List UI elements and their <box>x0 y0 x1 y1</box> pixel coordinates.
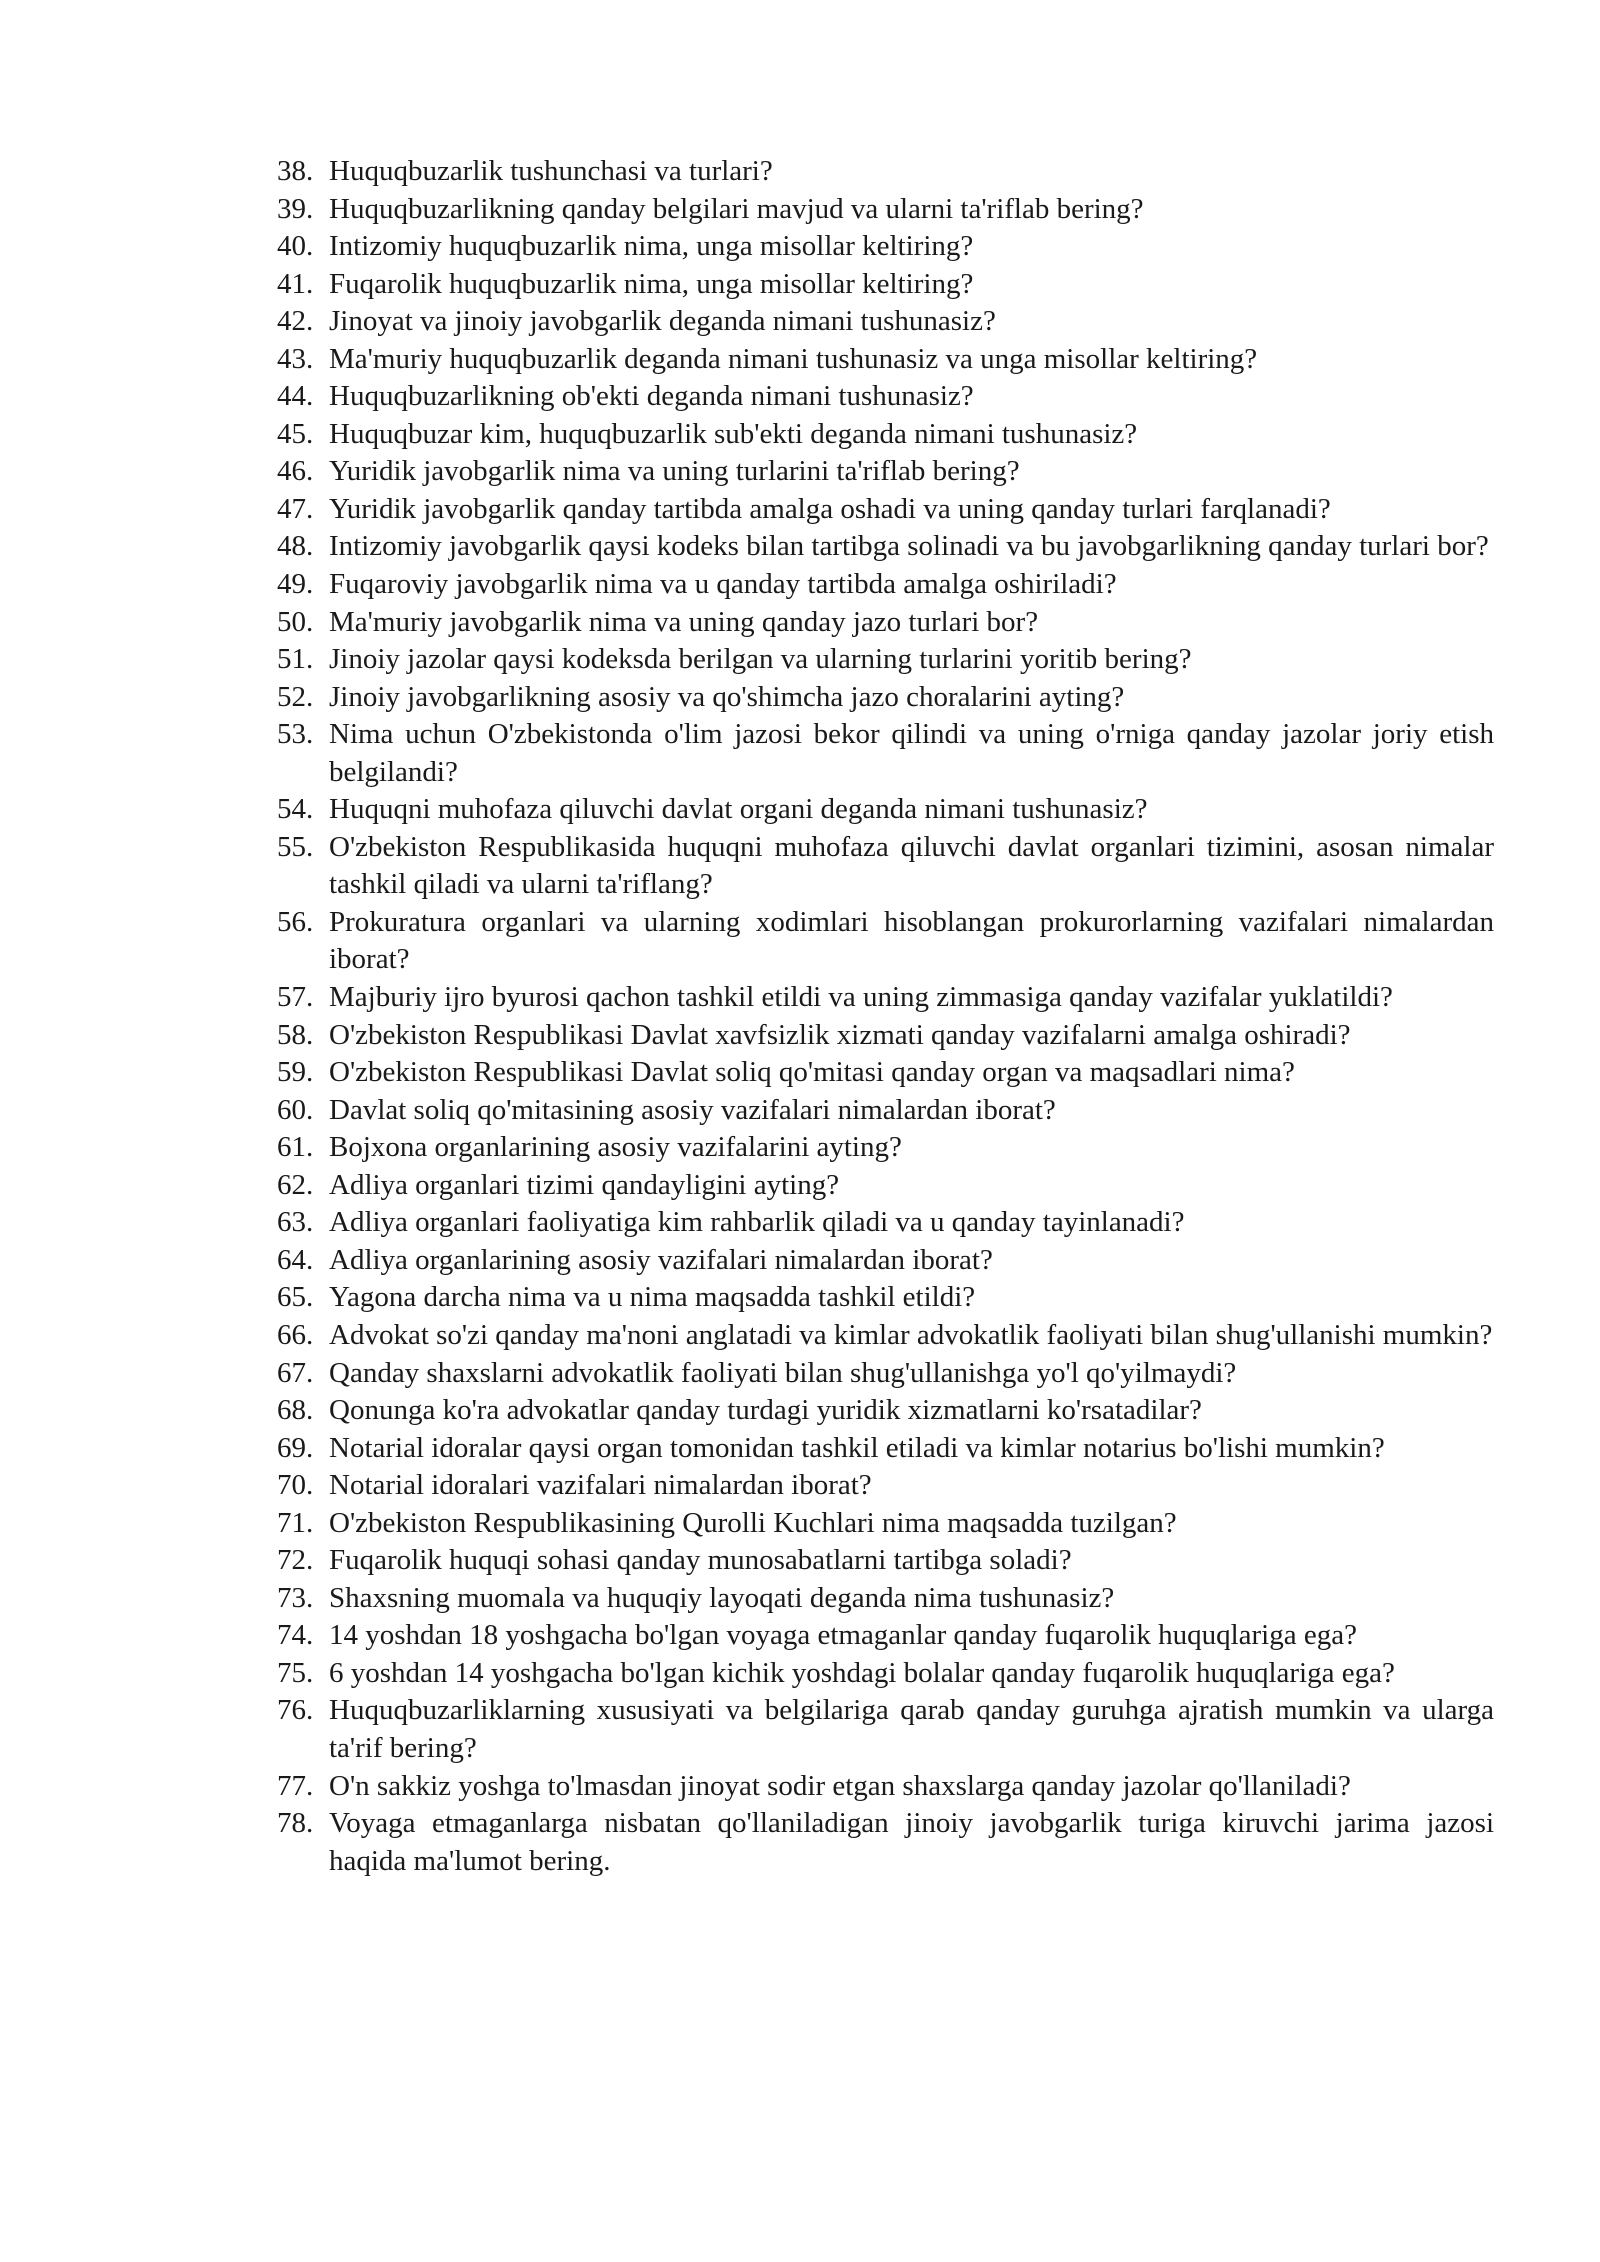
question-text: Yuridik javobgarlik nima va uning turlarini ta'riflab bering? <box>329 455 1020 488</box>
question-number: 61. <box>277 1131 314 1164</box>
question-item <box>277 904 1494 979</box>
question-text: O'n sakkiz yoshga to'lmasdan jinoyat sodir etgan shaxslarga qanday jazolar qo'llaniladi? <box>329 1769 1351 1802</box>
question-number: 65. <box>277 1281 314 1314</box>
question-text: O'zbekiston Respublikasi Davlat soliq qo'mitasi qanday organ va maqsadlari nima? <box>329 1056 1295 1089</box>
question-text: Fuqaroviy javobgarlik nima va u qanday tartibda amalga oshiriladi? <box>329 568 1117 601</box>
question-number: 46. <box>277 455 314 488</box>
question-text: Adliya organlari tizimi qandayligini ayting? <box>329 1168 840 1201</box>
question-text: Davlat soliq qo'mitasining asosiy vazifalari nimalardan iborat? <box>329 1093 1056 1126</box>
question-number: 49. <box>277 568 314 601</box>
question-text: 6 yoshdan 14 yoshgacha bo'lgan kichik yoshdagi bolalar qanday fuqarolik huquqlariga ega? <box>329 1656 1395 1689</box>
question-text: Intizomiy javobgarlik qaysi kodeks bilan tartibga solinadi va bu javobgarlikning qanday turlari bor? <box>329 530 1489 563</box>
question-item <box>277 1242 1494 1280</box>
question-item <box>277 153 1494 191</box>
question-item <box>277 604 1494 642</box>
question-number: 59. <box>277 1056 314 1089</box>
question-item <box>277 1317 1494 1355</box>
question-text: Notarial idoralar qaysi organ tomonidan tashkil etiladi va kimlar notarius bo'lishi mumkin? <box>329 1431 1385 1464</box>
question-number: 75. <box>277 1656 314 1689</box>
question-number: 68. <box>277 1394 314 1427</box>
question-number: 66. <box>277 1318 314 1351</box>
question-text: Advokat so'zi qanday ma'noni anglatadi va kimlar advokatlik faoliyati bilan shug'ullanishi mumkin? <box>329 1318 1493 1351</box>
question-text: Prokuratura organlari va ularning xodimlari hisoblangan prokurorlarning vazifalari nimalardan iborat? <box>329 905 1494 976</box>
question-number: 44. <box>277 380 314 413</box>
question-text: Jinoiy javobgarlikning asosiy va qo'shimcha jazo choralarini ayting? <box>329 680 1125 713</box>
question-number: 41. <box>277 267 314 300</box>
question-number: 53. <box>277 718 314 751</box>
question-item <box>277 1204 1494 1242</box>
question-text: 14 yoshdan 18 yoshgacha bo'lgan voyaga etmaganlar qanday fuqarolik huquqlariga ega? <box>329 1619 1357 1652</box>
question-text: Adliya organlarining asosiy vazifalari nimalardan iborat? <box>329 1243 993 1276</box>
question-number: 48. <box>277 530 314 563</box>
question-number: 47. <box>277 492 314 525</box>
question-number: 63. <box>277 1206 314 1239</box>
question-text: Qanday shaxslarni advokatlik faoliyati bilan shug'ullanishga yo'l qo'yilmaydi? <box>329 1356 1237 1389</box>
question-number: 60. <box>277 1093 314 1126</box>
question-item <box>277 1092 1494 1130</box>
question-item <box>277 566 1494 604</box>
question-text: O'zbekiston Respublikasi Davlat xavfsizlik xizmati qanday vazifalarni amalga oshiradi? <box>329 1018 1351 1051</box>
question-number: 64. <box>277 1243 314 1276</box>
question-item <box>277 1580 1494 1618</box>
question-text: Jinoiy jazolar qaysi kodeksda berilgan va ularning turlarini yoritib bering? <box>329 643 1192 676</box>
question-number: 38. <box>277 155 314 187</box>
question-number: 62. <box>277 1168 314 1201</box>
question-text: Intizomiy huquqbuzarlik nima, unga misollar keltiring? <box>329 230 974 263</box>
question-text: Fuqarolik huquqbuzarlik nima, unga misollar keltiring? <box>329 267 974 300</box>
question-text: Huquqni muhofaza qiluvchi davlat organi deganda nimani tushunasiz? <box>329 793 1148 826</box>
question-number: 57. <box>277 981 314 1014</box>
question-item <box>277 191 1494 229</box>
question-text: Qonunga ko'ra advokatlar qanday turdagi yuridik xizmatlarni ko'rsatadilar? <box>329 1394 1202 1427</box>
question-item <box>277 341 1494 379</box>
question-text: O'zbekiston Respublikasining Qurolli Kuchlari nima maqsadda tuzilgan? <box>329 1506 1177 1539</box>
question-number: 56. <box>277 905 314 938</box>
question-item <box>277 829 1494 904</box>
question-item <box>277 1355 1494 1393</box>
question-item <box>277 1467 1494 1505</box>
question-item <box>277 1279 1494 1317</box>
question-item <box>277 1392 1494 1430</box>
question-text: Yuridik javobgarlik qanday tartibda amalga oshadi va uning qanday turlari farqlanadi? <box>329 492 1331 525</box>
question-number: 52. <box>277 680 314 713</box>
question-number: 40. <box>277 230 314 263</box>
question-item <box>277 791 1494 829</box>
question-item <box>277 378 1494 416</box>
question-item <box>277 228 1494 266</box>
question-text: Ma'muriy javobgarlik nima va uning qanday jazo turlari bor? <box>329 605 1039 638</box>
question-text: Huquqbuzarlikning qanday belgilari mavjud va ularni ta'riflab bering? <box>329 192 1144 225</box>
question-number: 42. <box>277 305 314 338</box>
question-text: Bojxona organlarining asosiy vazifalarini ayting? <box>329 1131 902 1164</box>
question-text: Majburiy ijro byurosi qachon tashkil etildi va uning zimmasiga qanday vazifalar yuklatildi? <box>329 981 1393 1014</box>
question-item <box>277 453 1494 491</box>
question-number: 73. <box>277 1581 314 1614</box>
question-number: 51. <box>277 643 314 676</box>
question-item <box>277 266 1494 304</box>
question-text: Shaxsning muomala va huquqiy layoqati deganda nima tushunasiz? <box>329 1581 1115 1614</box>
question-item <box>277 716 1494 791</box>
question-item <box>277 1768 1494 1806</box>
question-text: Yagona darcha nima va u nima maqsadda tashkil etildi? <box>329 1281 976 1314</box>
question-item <box>277 491 1494 529</box>
question-item <box>277 1692 1494 1767</box>
question-number: 77. <box>277 1769 314 1802</box>
question-item <box>277 1167 1494 1205</box>
question-number: 74. <box>277 1619 314 1652</box>
question-number: 76. <box>277 1694 314 1727</box>
question-item <box>277 1017 1494 1055</box>
question-text: Huquqbuzarliklarning xususiyati va belgilariga qarab qanday guruhga ajratish mumkin va ularga ta'rif bering? <box>329 1694 1494 1764</box>
question-item <box>277 303 1494 341</box>
question-item <box>277 1805 1494 1880</box>
question-number: 78. <box>277 1807 314 1840</box>
question-text: O'zbekiston Respublikasida huquqni muhofaza qiluvchi davlat organlari tizimini, asosan nimalar tashkil qiladi va ularni ta'riflang? <box>329 830 1494 901</box>
question-item <box>277 1617 1494 1655</box>
question-item <box>277 1505 1494 1543</box>
question-item <box>277 416 1494 454</box>
question-text: Jinoyat va jinoiy javobgarlik deganda nimani tushunasiz? <box>329 305 996 338</box>
question-number: 45. <box>277 417 314 450</box>
question-text: Adliya organlari faoliyatiga kim rahbarlik qiladi va u qanday tayinlanadi? <box>329 1206 1185 1239</box>
question-number: 70. <box>277 1469 314 1502</box>
question-number: 72. <box>277 1544 314 1577</box>
question-item <box>277 1655 1494 1693</box>
question-number: 67. <box>277 1356 314 1389</box>
question-text: Nima uchun O'zbekistonda o'lim jazosi bekor qilindi va uning o'rniga qanday jazolar joriy etish belgilandi? <box>329 718 1494 788</box>
question-text: Voyaga etmaganlarga nisbatan qo'llaniladigan jinoiy javobgarlik turiga kiruvchi jarima jazosi haqida ma'lumot bering. <box>329 1807 1494 1877</box>
question-number: 58. <box>277 1018 314 1051</box>
question-item <box>277 1542 1494 1580</box>
question-number: 54. <box>277 793 314 826</box>
question-item <box>277 1430 1494 1468</box>
question-number: 69. <box>277 1431 314 1464</box>
question-item <box>277 641 1494 679</box>
question-item <box>277 1129 1494 1167</box>
question-text: Notarial idoralari vazifalari nimalardan iborat? <box>329 1469 872 1502</box>
question-item <box>277 979 1494 1017</box>
question-list <box>277 153 1494 1880</box>
question-text: Huquqbuzar kim, huquqbuzarlik sub'ekti deganda nimani tushunasiz? <box>329 417 1138 450</box>
question-number: 71. <box>277 1506 314 1539</box>
question-number: 50. <box>277 605 314 638</box>
question-text: Huquqbuzarlikning ob'ekti deganda nimani tushunasiz? <box>329 380 974 413</box>
question-number: 43. <box>277 342 314 375</box>
question-text: Huquqbuzarlik tushunchasi va turlari? <box>329 155 773 187</box>
question-item <box>277 528 1494 566</box>
question-number: 39. <box>277 192 314 225</box>
question-text: Fuqarolik huquqi sohasi qanday munosabatlarni tartibga soladi? <box>329 1544 1072 1577</box>
question-item <box>277 1054 1494 1092</box>
question-item <box>277 679 1494 717</box>
question-number: 55. <box>277 830 314 863</box>
question-text: Ma'muriy huquqbuzarlik deganda nimani tushunasiz va unga misollar keltiring? <box>329 342 1258 375</box>
